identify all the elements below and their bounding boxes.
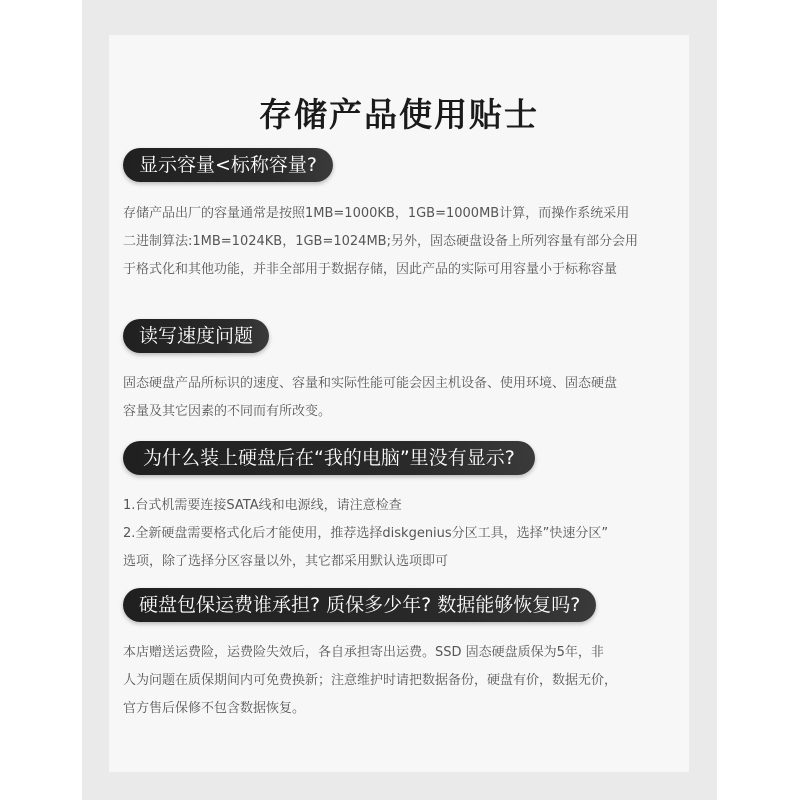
body-line: 固态硬盘产品所标识的速度、容量和实际性能可能会因主机设备、使用环境、固态硬盘 <box>123 376 618 391</box>
tips-card <box>109 35 689 772</box>
body-line: 容量及其它因素的不同而有所改变。 <box>123 404 332 419</box>
section-body-speed <box>123 370 678 426</box>
section-body-capacity <box>123 200 678 284</box>
page-title: 存储产品使用贴士 <box>259 95 539 134</box>
section-heading-not-shown: 为什么装上硬盘后在“我的电脑”里没有显示? <box>123 441 535 475</box>
section-heading-warranty: 硬盘包保运费谁承担? 质保多少年? 数据能够恢复吗? <box>123 588 596 622</box>
body-line: 本店赠送运费险，运费险失效后，各自承担寄出运费。SSD 固态硬盘质保为5年，非 <box>123 645 604 660</box>
section-heading-speed: 读写速度问题 <box>123 319 269 353</box>
body-line: 选项，除了选择分区容量以外，其它都采用默认选项即可 <box>123 554 449 569</box>
body-line: 官方售后保修不包含数据恢复。 <box>123 701 306 716</box>
body-line: 2.全新硬盘需要格式化后才能使用，推荐选择diskgenius分区工具，选择”快速分区” <box>123 526 609 541</box>
body-line: 二进制算法:1MB=1024KB，1GB=1024MB;另外，固态硬盘设备上所列容量有部分会用 <box>123 234 638 249</box>
section-body-warranty <box>123 639 678 723</box>
section-body-not-shown <box>123 492 678 576</box>
section-heading-capacity: 显示容量<标称容量? <box>123 148 333 182</box>
body-line: 1.台式机需要连接SATA线和电源线，请注意检查 <box>123 498 402 513</box>
body-line: 人为问题在质保期间内可免费换新；注意维护时请把数据备份，硬盘有价，数据无价， <box>123 673 618 688</box>
body-line: 存储产品出厂的容量通常是按照1MB=1000KB，1GB=1000MB计算，而操作系统采用 <box>123 206 630 221</box>
body-line: 于格式化和其他功能，并非全部用于数据存储，因此产品的实际可用容量小于标称容量 <box>123 262 618 277</box>
